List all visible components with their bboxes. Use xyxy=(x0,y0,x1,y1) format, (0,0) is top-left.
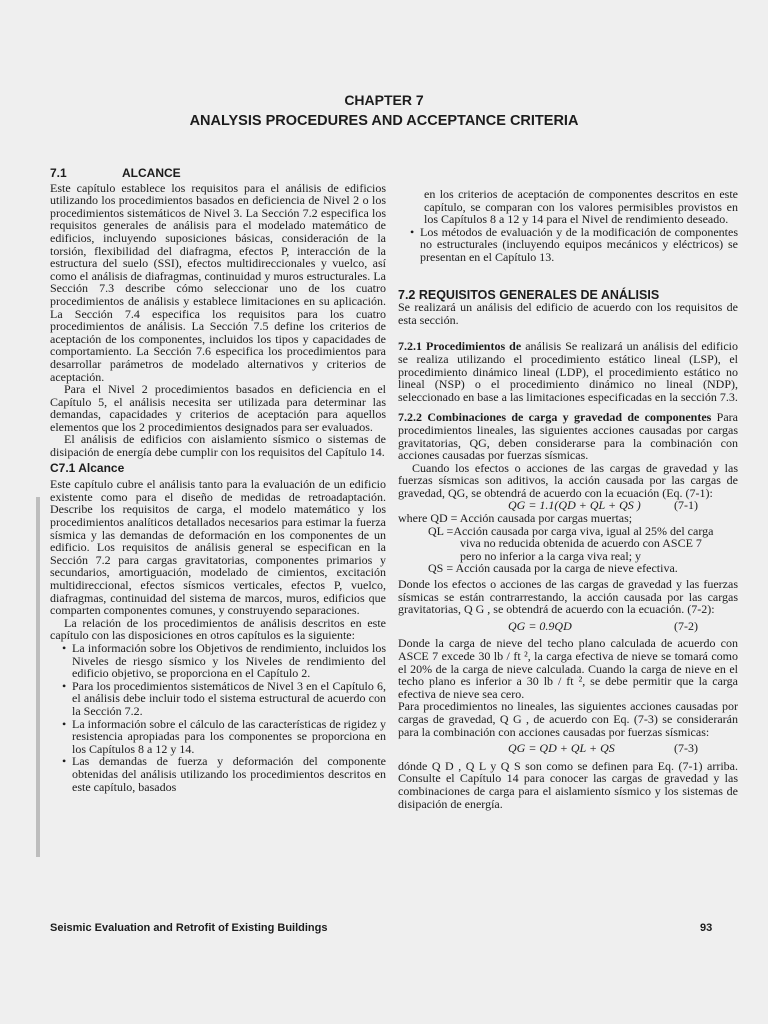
definition: where QD = Acción causada por cargas muertas; xyxy=(398,511,633,526)
paragraph: Este capítulo establece los requisitos para el análisis de edificios utilizando los procedimientos basados en deficiencia de Nivel 2 o los procedimientos sistemáticos de Nivel 3. La Sección 7.2 especifica los requisitos generales de análisis para el modelado matemático de edificios, incluyendo suposiciones básicas, consideración de la torsión, flexibilidad del diafragma, efectos P, interacción de la estructura del suelo (SSI), efectos multidireccionales y vuelco, así como el análisis de diafragmas, continuidad y muros estructurales. La Sección 7.3 describe cómo seleccionar uno de los cuatro procedimientos de análisis y establece limitaciones en su aplicación. La Sección 7.4 especifica los requisitos para los cuatro procedimientos de análisis. La Sección 7.5 define los criterios de aceptación de los componentes, incluidos los tipos y capacidades de comportamiento. La Sección 7.6 especifica los procedimientos para desarrollar parámetros de modelado alternativos y criterios de aceptación. xyxy=(50,180,386,384)
paragraph: dónde Q D , Q L y Q S son como se definen para Eq. (7-1) arriba. Consulte el Capítulo 14 para conocer las cargas de gravedad y las combinaciones de carga para el aislamiento sísmico y los sistemas de disipación de energía. xyxy=(398,758,738,811)
left-column xyxy=(50,167,386,793)
chapter-title: ANALYSIS PROCEDURES AND ACCEPTANCE CRITERIA xyxy=(189,113,579,129)
chapter-number: CHAPTER 7 xyxy=(344,92,424,108)
paragraph: Para el Nivel 2 procedimientos basados en deficiencia en el Capítulo 5, el análisis necesita ser utilizada para determinar las demandas, capacidades y criterios de aceptación para aquellos elementos que los 2 procedimientos designados para ser evaluados. xyxy=(50,382,386,434)
paragraph: Donde los efectos o acciones de las cargas de gravedad y las fuerzas sísmicas se están contrarrestando, la acción causada por las cargas gravitatorias, Q G , se obtendrá de acuerdo con la ecuación. (7-2): xyxy=(398,577,738,617)
commentary-heading: C7.1 Alcance xyxy=(50,460,125,475)
definition: QL =Acción causada por carga viva, igual al 25% del carga xyxy=(428,523,714,538)
paragraph: Se realizará un análisis del edificio de acuerdo con los requisitos de esta sección. xyxy=(398,300,738,327)
page-number: 93 xyxy=(700,922,713,934)
paragraph: La relación de los procedimientos de análisis descritos en este capítulo con las disposiciones en otros capítulos es la siguiente: xyxy=(50,615,386,643)
paragraph: Este capítulo cubre el análisis tanto para la evaluación de un edificio existente como para el diseño de medidas de retroadaptación. Describe los requisitos de carga, el modelo matemático y los procedimientos analíticos detallados necesarios para estimar la fuerza sísmica y las demandas de deformación en los componentes de un edificio. Los requisitos de análisis general se especifican en la Sección 7.2 para cargas gravitatorias, componentes primarios y secundarios, amortiguación, modelado de cimientos, excitación multidireccional, efectos sísmicos verticales, efectos P, vuelco, diafragmas, continuidad del sistema de marcos, muros, edificios que comparten componentes comunes, y construyendo separaciones. xyxy=(50,477,386,618)
equation-7-1: QG = 1.1(QD + QL + QS ) (7-1) xyxy=(508,498,698,513)
paragraph: 7.2.2 Combinaciones de carga y gravedad de componentes Para procedimientos lineales, las siguientes acciones causadas por cargas gravitatorias, QG, deben considerarse para la combinación con acciones causadas por fuerzas sísmicas. xyxy=(398,410,738,463)
paragraph: El análisis de edificios con aislamiento sísmico o sistemas de disipación de energía debe cumplir con los requisitos del Capítulo 14. xyxy=(50,432,386,460)
paragraph: Cuando los efectos o acciones de las cargas de gravedad y las fuerzas sísmicas son aditivos, la acción causada por las cargas de gravedad, QG, se obtendrá de acuerdo con la ecuación (Eq. (7-1): xyxy=(398,460,738,500)
definition: pero no inferior a la carga viva real; y xyxy=(460,548,642,563)
section-7-2-heading: 7.2 REQUISITOS GENERALES DE ANÁLISIS xyxy=(398,287,660,302)
list-item: • Para los procedimientos sistemáticos de Nivel 3 en el Capítulo 6, el análisis debe incluir todo el sistema estructural de acuerdo con la Sección 7.2. xyxy=(62,678,386,718)
list-item: • Las demandas de fuerza y deformación del componente obtenidas del análisis utilizando los procedimientos descritos en este capítulo, basados xyxy=(62,754,386,794)
section-7-1-heading: 7.1 ALCANCE xyxy=(50,166,181,180)
definition: QS = Acción causada por la carga de nieve efectiva. xyxy=(428,561,678,576)
list-item: • La información sobre el cálculo de las características de rigidez y resistencia apropiadas para los componentes se proporciona en los Capítulos 8 a 12 y 14. xyxy=(62,716,386,756)
definition: viva no reducida obtenida de acuerdo con ASCE 7 xyxy=(460,536,702,551)
paragraph: 7.2.1 Procedimientos de análisis Se realizará un análisis del edificio se realiza utilizando el procedimiento estático lineal (LSP), el procedimiento dinámico lineal (LDP), el procedimiento estático no lineal (NSP) o el procedimiento dinámico no lineal (NDP), seleccionado en base a las limitaciones especificadas en la sección 7.3. xyxy=(398,339,739,404)
paragraph: Para procedimientos no lineales, las siguientes acciones causadas por cargas de gravedad, Q G , de acuerdo con Eq. (7-3) se considerarán para la combinación con acciones causadas por fuerzas sísmicas: xyxy=(398,699,738,739)
subheading-7-2-1: 7.2.1 Procedimientos de xyxy=(398,339,522,354)
subheading-7-2-2: 7.2.2 Combinaciones de carga y gravedad de componentes xyxy=(398,410,712,425)
footer-title: Seismic Evaluation and Retrofit of Existing Buildings xyxy=(50,922,328,934)
right-column xyxy=(398,188,738,810)
list-item: • La información sobre los Objetivos de rendimiento, incluidos los Niveles de riesgo sísmico y los Niveles de rendimiento del edificio objetivo, se proporciona en el Capítulo 2. xyxy=(62,640,386,681)
paragraph: en los criterios de aceptación de componentes descritos en este capítulo, se comparan con los valores permisibles provistos en los Capítulos 8 a 12 y 14 para el Nivel de rendimiento deseado. xyxy=(424,187,738,227)
paragraph: Donde la carga de nieve del techo plano calculada de acuerdo con ASCE 7 excede 30 lb / ft ², la carga efectiva de nieve se tomará como el 20% de la carga de nieve calculada. Cuando la carga de nieve en el techo plano es inferior a 30 lb / ft ², se debe permitir que la carga efectiva de nieve sea cero. xyxy=(398,636,738,701)
change-bar xyxy=(36,497,40,857)
list-item: • Los métodos de evaluación y de la modificación de componentes no estructurales (incluyendo equipos mecánicos y eléctricos) se presentan en el Capítulo 13. xyxy=(410,224,738,264)
equation-7-3: QG = QD + QL + QS (7-3) xyxy=(508,741,698,756)
equation-7-2: QG = 0.9QD (7-2) xyxy=(508,618,698,633)
